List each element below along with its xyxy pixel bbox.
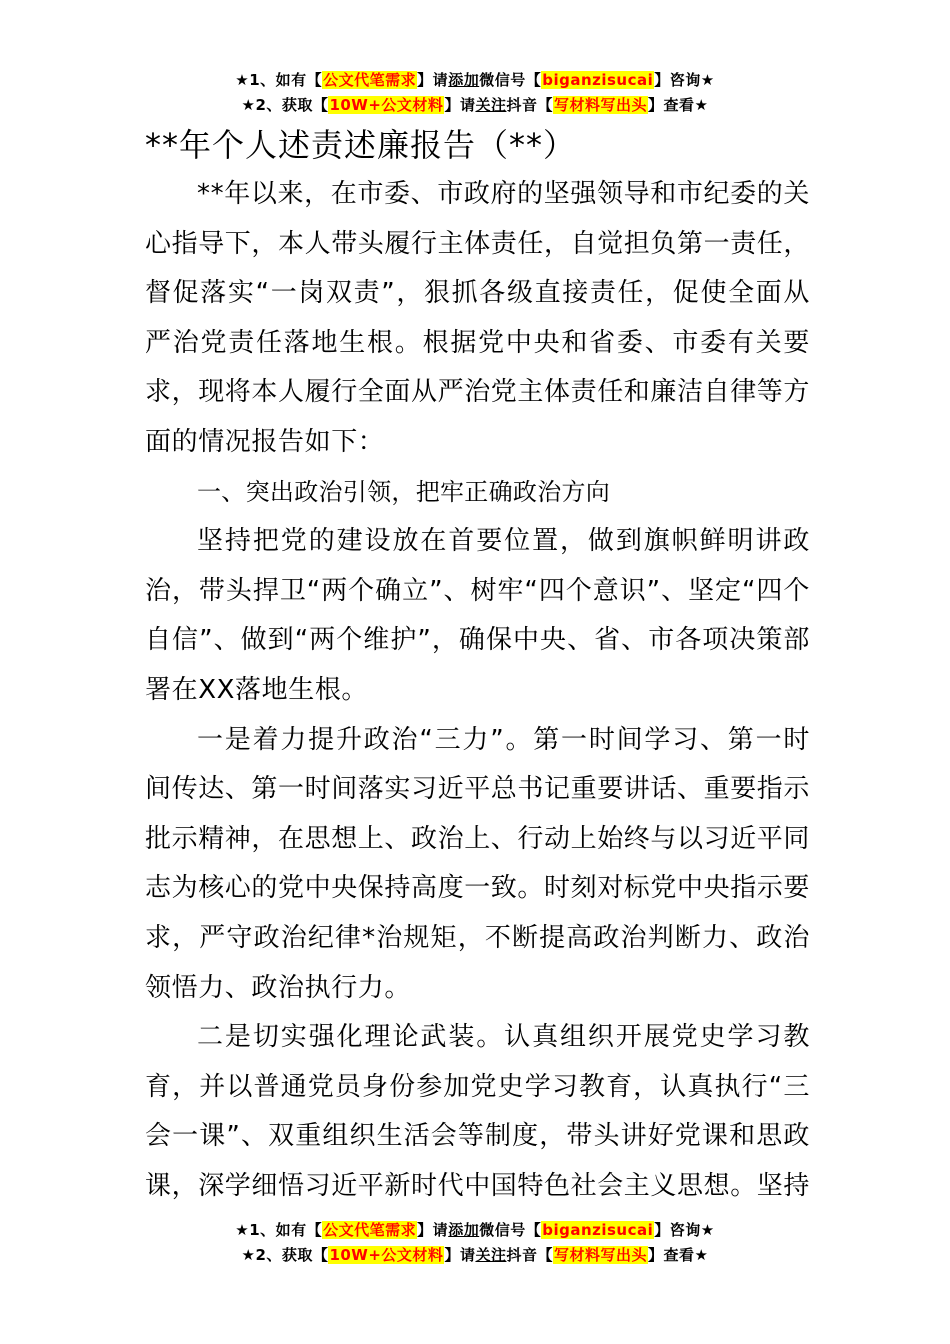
document-body bbox=[145, 170, 810, 1211]
promo-highlight: 公文代笔需求 bbox=[323, 71, 417, 89]
promo-text: 抖音【 bbox=[506, 1246, 553, 1264]
promo-highlight: 10W+公文材料 bbox=[329, 1246, 444, 1264]
promo-wechat-id: biganzisucai bbox=[542, 1221, 654, 1239]
promo-text: 】查看★ bbox=[648, 96, 709, 114]
promo-text: 】请 bbox=[444, 96, 476, 114]
paragraph-point-2: 二是切实强化理论武装。认真组织开展党史学习教育，并以普通党员身份参加党史学习教育，认真执行“三会一课”、双重组织生活会等制度，带头讲好党课和思政课，深学细悟习近平新时代中国特色社会主义思想。坚持 bbox=[145, 1022, 811, 1201]
promo-text: ★1、如有【 bbox=[235, 1221, 323, 1239]
promo-text: ★2、获取【 bbox=[241, 1246, 329, 1264]
promo-line-1 bbox=[0, 1218, 950, 1243]
promo-highlight: 10W+公文材料 bbox=[329, 96, 444, 114]
paragraph-intro: **年以来，在市委、市政府的坚强领导和市纪委的关心指导下，本人带头履行主体责任，自觉担负第一责任，督促落实“一岗双责”，狠抓各级直接责任，促使全面从严治党责任落地生根。根据党中央和省委、市委有关要求，现将本人履行全面从严治党主体责任和廉洁自律等方面的情况报告如下： bbox=[145, 179, 811, 457]
promo-douyin-id: 写材料写出头 bbox=[553, 96, 647, 114]
promo-text: 】查看★ bbox=[648, 1246, 709, 1264]
promo-emphasis: 添加 bbox=[448, 1221, 480, 1239]
promo-highlight: 公文代笔需求 bbox=[323, 1221, 417, 1239]
promo-text: 】请 bbox=[417, 1221, 449, 1239]
promo-text: 】请 bbox=[444, 1246, 476, 1264]
promo-text: 抖音【 bbox=[506, 96, 553, 114]
promo-douyin-id: 写材料写出头 bbox=[553, 1246, 647, 1264]
promo-text: ★2、获取【 bbox=[241, 96, 329, 114]
document-title: **年个人述责述廉报告（**） bbox=[145, 126, 577, 164]
promo-banner-top bbox=[0, 68, 950, 118]
promo-banner-bottom bbox=[0, 1218, 950, 1268]
promo-wechat-id: biganzisucai bbox=[542, 71, 654, 89]
promo-emphasis: 添加 bbox=[448, 71, 480, 89]
promo-text: ★1、如有【 bbox=[235, 71, 323, 89]
promo-text: 】咨询★ bbox=[654, 1221, 715, 1239]
promo-emphasis: 关注 bbox=[475, 1246, 507, 1264]
promo-line-2 bbox=[0, 1243, 950, 1268]
promo-line-2 bbox=[0, 93, 950, 118]
promo-text: 】请 bbox=[417, 71, 449, 89]
promo-text: 微信号【 bbox=[479, 71, 542, 89]
promo-text: 】咨询★ bbox=[654, 71, 715, 89]
paragraph-section-1: 坚持把党的建设放在首要位置，做到旗帜鲜明讲政治，带头捍卫“两个确立”、树牢“四个意识”、坚定“四个自信”、做到“两个维护”，确保中央、省、市各项决策部署在XX落地生根。 bbox=[145, 526, 810, 705]
paragraph-point-1: 一是着力提升政治“三力”。第一时间学习、第一时间传达、第一时间落实习近平总书记重要讲话、重要指示批示精神，在思想上、政治上、行动上始终与以习近平同志为核心的党中央保持高度一致。时刻对标党中央指示要求，严守政治纪律*治规矩，不断提高政治判断力、政治领悟力、政治执行力。 bbox=[145, 724, 811, 1003]
promo-line-1 bbox=[0, 68, 950, 93]
promo-emphasis: 关注 bbox=[475, 96, 507, 114]
promo-text: 微信号【 bbox=[479, 1221, 542, 1239]
section-heading-1: 一、突出政治引领，把牢正确政治方向 bbox=[197, 477, 611, 506]
